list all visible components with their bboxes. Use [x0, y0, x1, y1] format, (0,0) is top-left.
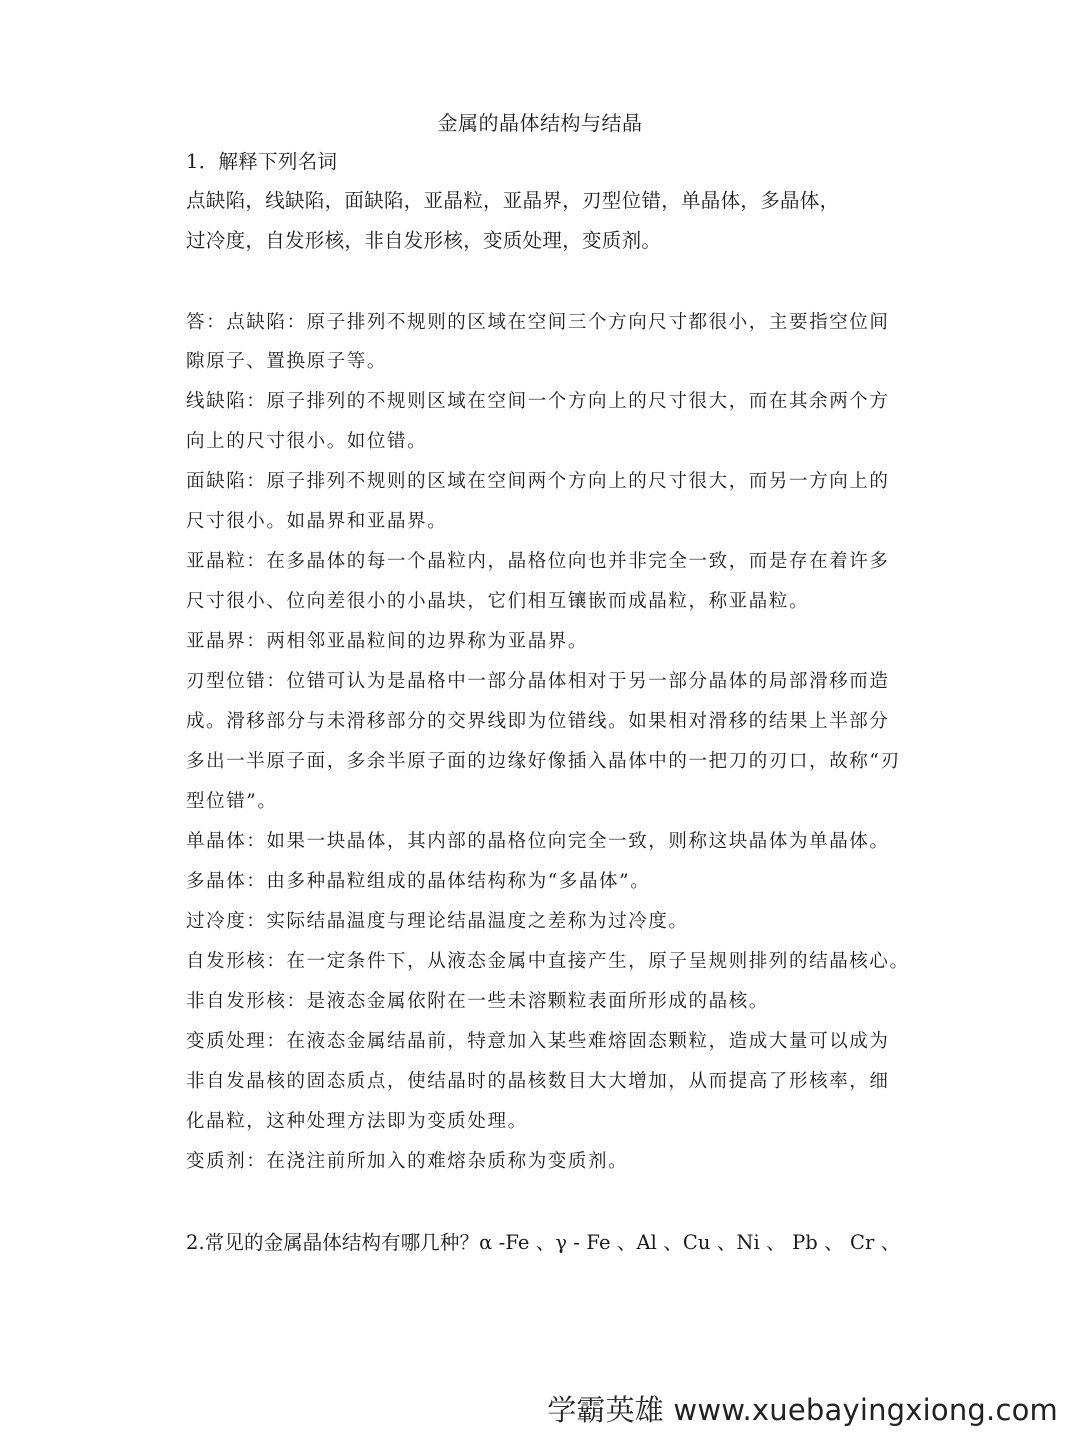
answer-line: 向上的尺寸很小。如位错。 — [186, 431, 428, 452]
answer-line: 答：点缺陷：原子排列不规则的区域在空间三个方向尺寸都很小，主要指空位间 — [186, 312, 890, 333]
answer-line: 化晶粒，这种处理方法即为变质处理。 — [186, 1111, 528, 1132]
answer-line: 尺寸很小、位向差很小的小晶块，它们相互镶嵌而成晶粒，称亚晶粒。 — [186, 591, 810, 612]
answer-line: 刃型位错：位错可认为是晶格中一部分晶体相对于另一部分晶体的局部滑移而造 — [186, 671, 890, 692]
answer-line: 隙原子、置换原子等。 — [186, 351, 388, 372]
answer-line: 面缺陷：原子排列不规则的区域在空间两个方向上的尺寸很大，而另一方向上的 — [186, 471, 890, 492]
answer-line: 过冷度：实际结晶温度与理论结晶温度之差称为过冷度。 — [186, 911, 689, 932]
site-watermark: 学霸英雄 www.xuebayingxiong.com — [547, 1393, 1058, 1427]
answer-line: 亚晶粒：在多晶体的每一个晶粒内，晶格位向也并非完全一致，而是存在着许多 — [186, 551, 890, 572]
answer-line: 多出一半原子面，多余半原子面的边缘好像插入晶体中的一把刀的刃口，故称“刃 — [186, 751, 901, 772]
answer-line: 单晶体：如果一块晶体，其内部的晶格位向完全一致，则称这块晶体为单晶体。 — [186, 831, 890, 852]
question-1-heading: 1．解释下列名词 — [186, 150, 338, 173]
answer-line: 成。滑移部分与未滑移部分的交界线即为位错线。如果相对滑移的结果上半部分 — [186, 711, 890, 732]
question-1-terms-line-1: 点缺陷，线缺陷，面缺陷，亚晶粒，亚晶界，刃型位错，单晶体，多晶体， — [186, 189, 840, 212]
answer-line: 多晶体：由多种晶粒组成的晶体结构称为“多晶体”。 — [186, 871, 651, 892]
answer-line: 非自发形核：是液态金属依附在一些未溶颗粒表面所形成的晶核。 — [186, 991, 769, 1012]
answer-line: 自发形核：在一定条件下，从液态金属中直接产生，原子呈规则排列的结晶核心。 — [186, 951, 910, 972]
answer-line: 变质处理：在液态金属结晶前，特意加入某些难熔固态颗粒，造成大量可以成为 — [186, 1031, 890, 1052]
answer-line: 尺寸很小。如晶界和亚晶界。 — [186, 511, 448, 532]
question-1-terms-line-2: 过冷度，自发形核，非自发形核，变质处理，变质剂。 — [186, 229, 662, 252]
answer-line: 亚晶界：两相邻亚晶粒间的边界称为亚晶界。 — [186, 631, 589, 652]
answer-line: 型位错”。 — [186, 791, 278, 812]
page-title: 金属的晶体结构与结晶 — [437, 111, 643, 135]
answer-line: 变质剂：在浇注前所加入的难熔杂质称为变质剂。 — [186, 1151, 629, 1172]
answer-line: 线缺陷：原子排列的不规则区域在空间一个方向上的尺寸很大，而在其余两个方 — [186, 391, 890, 412]
answer-line: 非自发晶核的固态质点，使结晶时的晶核数目大大增加，从而提高了形核率，细 — [186, 1071, 890, 1092]
question-2: 2.常见的金属晶体结构有哪几种？α -Fe 、γ - Fe 、Al 、Cu 、Ni 、 Pb 、 Cr 、 — [186, 1231, 901, 1254]
